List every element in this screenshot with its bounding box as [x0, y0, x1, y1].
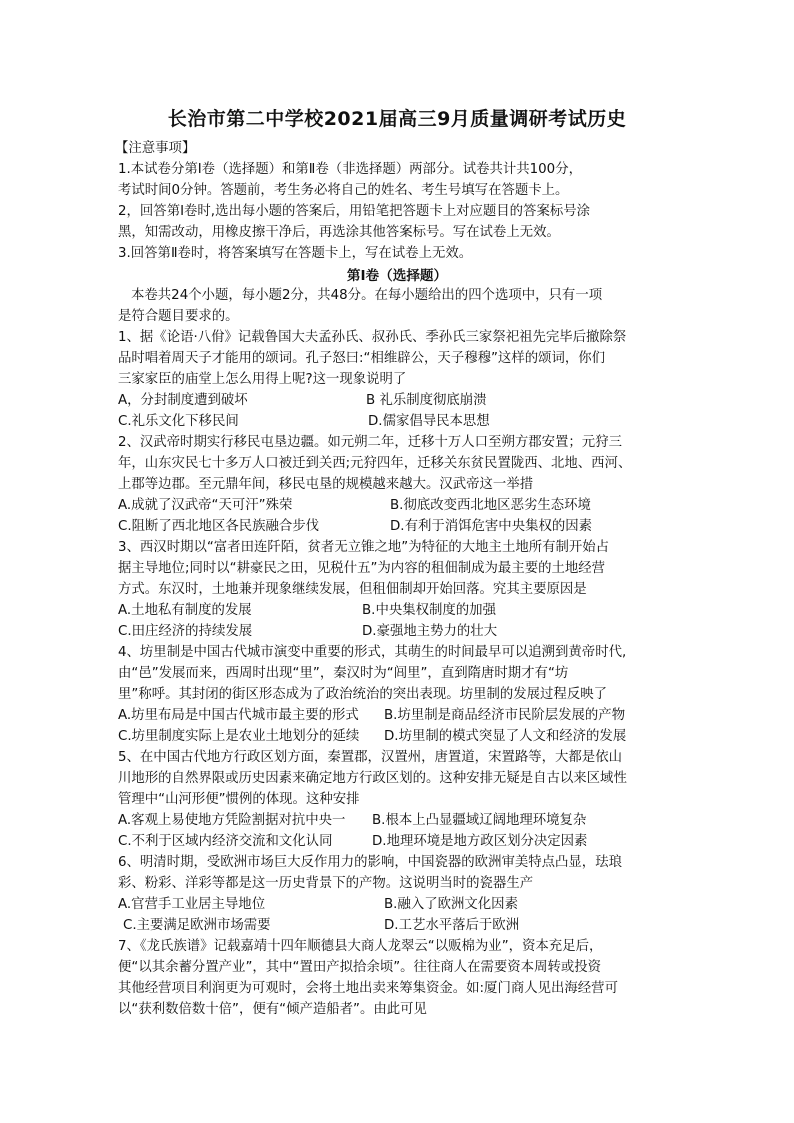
- notice-line: 2，回答第Ⅰ卷时,选出每小题的答案后，用铅笔把答题卡上对应题目的答案标号涂: [118, 204, 591, 219]
- question-4-stem: 4、坊里制是中国古代城市演变中重要的形式，其萌生的时间最早可以追溯到黄帝时代,: [118, 645, 627, 660]
- question-5-stem: 川地形的自然界限或历史因素来确定地方行政区划的。这种安排无疑是自古以来区域性: [118, 771, 627, 786]
- question-3-stem: 据主导地位;同时以“耕豪民之田，见税什五”为内容的租佃制成为最主要的土地经营: [118, 561, 606, 576]
- question-4-option-b: B.坊里制是商品经济市民阶层发展的产物: [384, 708, 626, 723]
- question-6-option-b: B.融入了欧洲文化因素: [384, 897, 518, 912]
- question-7-stem: 其他经营项目利润更为可观时，会将土地出卖来筹集资金。如:厦门商人见出海经营可: [118, 981, 618, 996]
- section-title: 第Ⅰ卷（选择题）: [346, 268, 448, 284]
- question-1-option-c: C.礼乐文化下移民间: [118, 414, 239, 429]
- question-7-stem: 便“以其余蓄分置产业”，其中“置田产拟拾余顷”。往往商人在需要资本周转或投资: [118, 960, 602, 975]
- question-3-stem: 方式。东汉时，土地兼并现象继续发展，但租佃制却开始回落。究其主要原因是: [118, 582, 587, 597]
- page-title: 长治市第二中学校2021届高三9月质量调研考试历史: [167, 108, 627, 130]
- question-3-stem: 3、西汉时期以“富者田连阡陌，贫者无立锥之地”为特征的大地主土地所有制开始占: [118, 540, 610, 555]
- question-6-stem: 6、明清时期，受欧洲市场巨大反作用力的影响，中国瓷器的欧洲审美特点凸显，珐琅: [118, 855, 622, 870]
- question-1-option-b: B 礼乐制度彻底崩溃: [366, 393, 487, 408]
- question-1-option-a: A，分封制度遭到破坏: [118, 393, 248, 408]
- question-2-stem: 年，山东灾民七十多万人口被迁到关西;元狩四年，迁移关东贫民置陇西、北地、西河、: [118, 456, 632, 471]
- question-5-option-d: D.地理环境是地方政区划分决定因素: [372, 834, 588, 849]
- question-4-stem: 里”称呼。其封闭的街区形态成为了政治统治的突出表现。坊里制的发展过程反映了: [118, 687, 607, 702]
- notice-line: 考试时间0分钟。答题前，考生务必将自己的姓名、考生号填写在答题卡上。: [118, 183, 569, 198]
- question-3-option-c: C.田庄经济的持续发展: [118, 624, 253, 639]
- question-4-option-d: D.坊里制的模式突显了人文和经济的发展: [384, 729, 627, 744]
- question-1-stem: 1、据《论语·八佾》记载鲁国大夫孟孙氏、叔孙氏、季孙氏三家祭祀祖先完毕后撤除祭: [118, 330, 627, 345]
- question-3-option-d: D.豪强地主势力的壮大: [362, 624, 498, 639]
- question-3-option-a: A.土地私有制度的发展: [118, 603, 252, 618]
- question-4-option-c: C.坊里制度实际上是农业土地划分的延续: [118, 729, 360, 744]
- question-2-option-a: A.成就了汉武帝“天可汗”殊荣: [118, 498, 293, 513]
- question-1-stem: 三家家臣的庙堂上怎么用得上呢?这一现象说明了: [118, 372, 407, 387]
- question-4-stem: 由“邑”发展而来，西周时出现“里”，秦汉时为“闾里”，直到隋唐时期才有“坊: [118, 666, 569, 681]
- question-6-stem: 彩、粉彩、洋彩等都是这一历史背景下的产物。这说明当时的瓷器生产: [118, 876, 534, 891]
- question-6-option-a: A.官营手工业居主导地位: [118, 897, 266, 912]
- question-1-option-d: D.儒家倡导民本思想: [368, 414, 490, 429]
- question-2-option-c: C.阻断了西北地区各民族融合步伐: [118, 519, 320, 534]
- question-5-option-b: B.根本上凸显疆域辽阔地理环境复杂: [372, 813, 587, 828]
- question-6-option-d: D.工艺水平落后于欧洲: [384, 918, 520, 933]
- question-5-option-a: A.客观上易使地方凭险割据对抗中央一: [118, 813, 346, 828]
- notice-header: 【注意事项】: [115, 141, 196, 156]
- section-intro: 本卷共24个小题，每小题2分，共48分。在每小题给出的四个选项中，只有一项: [131, 288, 603, 303]
- question-5-option-c: C.不利于区域内经济交流和文化认同: [118, 834, 333, 849]
- question-7-stem: 以“获利数倍数十倍”，便有“倾产造船者”。由此可见: [118, 1002, 427, 1017]
- question-5-stem: 5、在中国古代地方行政区划方面，秦置郡，汉置州，唐置道，宋置路等，大都是依山: [118, 750, 622, 765]
- question-1-stem: 品时唱着周天子才能用的颂词。孔子怒曰:“相维辟公，天子穆穆”这样的颂词，你们: [118, 351, 606, 366]
- question-2-option-b: B.彻底改变西北地区恶劣生态环境: [390, 498, 591, 513]
- question-2-option-d: D.有利于消饵危害中央集权的因素: [390, 519, 593, 534]
- question-3-option-b: B.中央集权制度的加强: [362, 603, 496, 618]
- notice-line: 黑，知需改动，用橡皮擦干净后，再选涂其他答案标号。写在试卷上无效。: [118, 225, 560, 240]
- section-intro: 是符合题目要求的。: [118, 309, 239, 324]
- notice-line: 3.回答第Ⅱ卷时，将答案填写在答题卡上，写在试卷上无效。: [118, 246, 473, 261]
- question-2-stem: 上郡等边郡。至元鼎年间，移民屯垦的规模越来越大。汉武帝这一举措: [118, 477, 534, 492]
- question-6-option-c: C.主要满足欧洲市场需要: [123, 918, 271, 933]
- question-5-stem: 管理中“山河形便”惯例的体现。这种安排: [118, 792, 360, 807]
- question-4-option-a: A.坊里布局是中国古代城市最主要的形式: [118, 708, 359, 723]
- question-2-stem: 2、汉武帝时期实行移民屯垦边疆。如元朔二年，迁移十万人口至朔方郡安置；元狩三: [118, 435, 622, 450]
- notice-line: 1.本试卷分第Ⅰ卷（选择题）和第Ⅱ卷（非选择题）两部分。试卷共计共100分，: [118, 162, 582, 177]
- question-7-stem: 7、《龙氏族谱》记载嘉靖十四年顺德县大商人龙翠云“以贩棉为业”，资本充足后，: [118, 939, 603, 954]
